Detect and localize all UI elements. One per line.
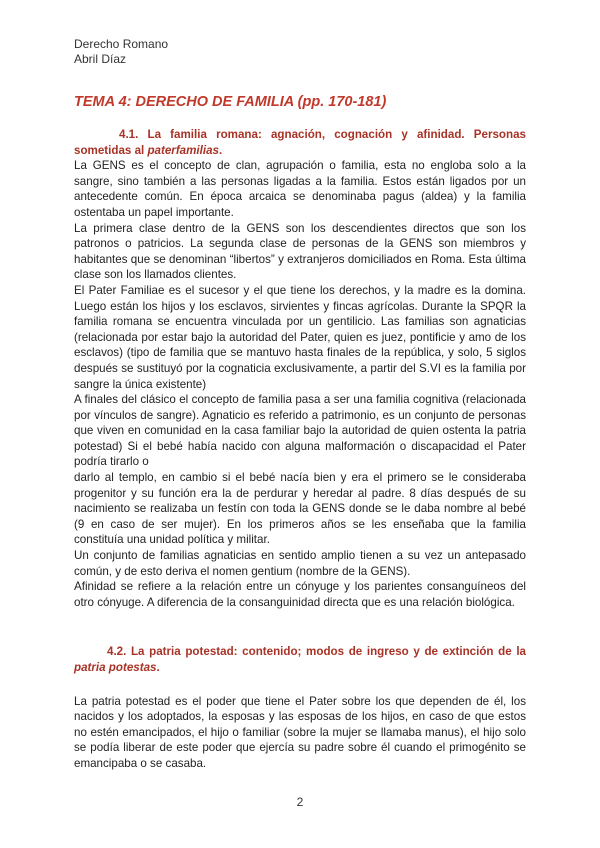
section-heading-emphasis: patria potestas: [74, 661, 157, 674]
section-heading-suffix: .: [219, 143, 223, 157]
paragraph: La patria potestad es el poder que tiene el Pater sobre los que dependen de él, los nacidos y los adoptados, la esposas y las esposas de los hijos, en caso de que estos no estén emancipados, el hijo o familiar (sobre la mujer se llamaba manus), el hijo solo se podía liberar de este poder que ejercía su padre sobre él cuando el primogénito se emancipaba o se casaba.: [74, 694, 526, 770]
paragraph: Afinidad se refiere a la relación entre un cónyuge y los parientes consanguíneos del otro cónyuge. A diferencia de la consanguinidad directa que es una relación biológica.: [74, 580, 526, 609]
paragraph: La GENS es el concepto de clan, agrupación o familia, esta no engloba solo a la sangre, sino también a las personas ligadas a la familia. Estos están ligados por un antecedente común. En época arcaica se denominaba pagus (aldea) y la familia ostentaba un papel importante.: [74, 159, 526, 219]
section-heading-text: 4.2. La patria potestad: contenido; modos de ingreso y de extinción de la: [107, 645, 526, 659]
header-author: Abril Díaz: [74, 52, 127, 66]
page-number: 2: [296, 795, 304, 809]
header-course: Derecho Romano: [74, 37, 169, 51]
section-heading-4-1: [74, 127, 526, 158]
document-body: [74, 127, 526, 772]
paragraph: darlo al templo, en cambio si el bebé nacía bien y era el primero se le consideraba progenitor y su función era la de perdurar y heredar al padre. 8 días después de su nacimiento se realizaba un festín con toda la GENS donde se le daba nombre al bebé (9 en caso de ser mujer). En los primeros años se les enseñaba que la familia constituía una unidad política y militar.: [74, 471, 526, 547]
page-header: [74, 37, 168, 67]
paragraph: El Pater Familiae es el sucesor y el que tiene los derechos, y la madre es la domina. Luego están los hijos y los esclavos, sirvientes y fincas agrícolas. Durante la SPQR la familia romana se encuentra vinculada por un gentilicio. Las familias son agnaticias (relacionada por estar bajo la autoridad del Pater, quien es juez, pontificie y amo de los esclavos) (tipo de familia que se mantuvo hasta finales de la república, y solo, 5 siglos después se sustituyó por la cognaticia exclusivamente, a partir del S.VI es la familia por sangre la única existente): [74, 283, 526, 391]
paragraph: A finales del clásico el concepto de familia pasa a ser una familia cognitiva (relacionada por vínculos de sangre). Agnaticio es referido a patrimonio, es un conjunto de personas que viven en comunidad en la casa familiar bajo la autoridad de quien ostenta la patria potestad) Si el bebé había nacido con alguna malformación o discapacidad el Pater podría tirarlo o: [74, 393, 526, 469]
page-title: TEMA 4: DERECHO DE FAMILIA (pp. 170-181): [74, 94, 387, 110]
section-heading-4-2: [74, 644, 526, 675]
paragraph: Un conjunto de familias agnaticias en sentido amplio tienen a su vez un antepasado común, y de esto deriva el nomen gentium (nombre de la GENS).: [74, 549, 526, 578]
paragraph: La primera clase dentro de la GENS son los descendientes directos que son los patronos o patricios. La segunda clase de personas de la GENS son miembros y habitantes que se denominan “libertos” y extranjeros domiciliados en Roma. Esta última clase son los llamados clientes.: [74, 221, 526, 282]
section-heading-emphasis: paterfamilias: [147, 143, 219, 157]
section-heading-suffix: .: [156, 661, 160, 674]
section-heading-text: 4.1. La familia romana: agnación, cognación y afinidad. Personas sometidas al: [74, 128, 526, 157]
